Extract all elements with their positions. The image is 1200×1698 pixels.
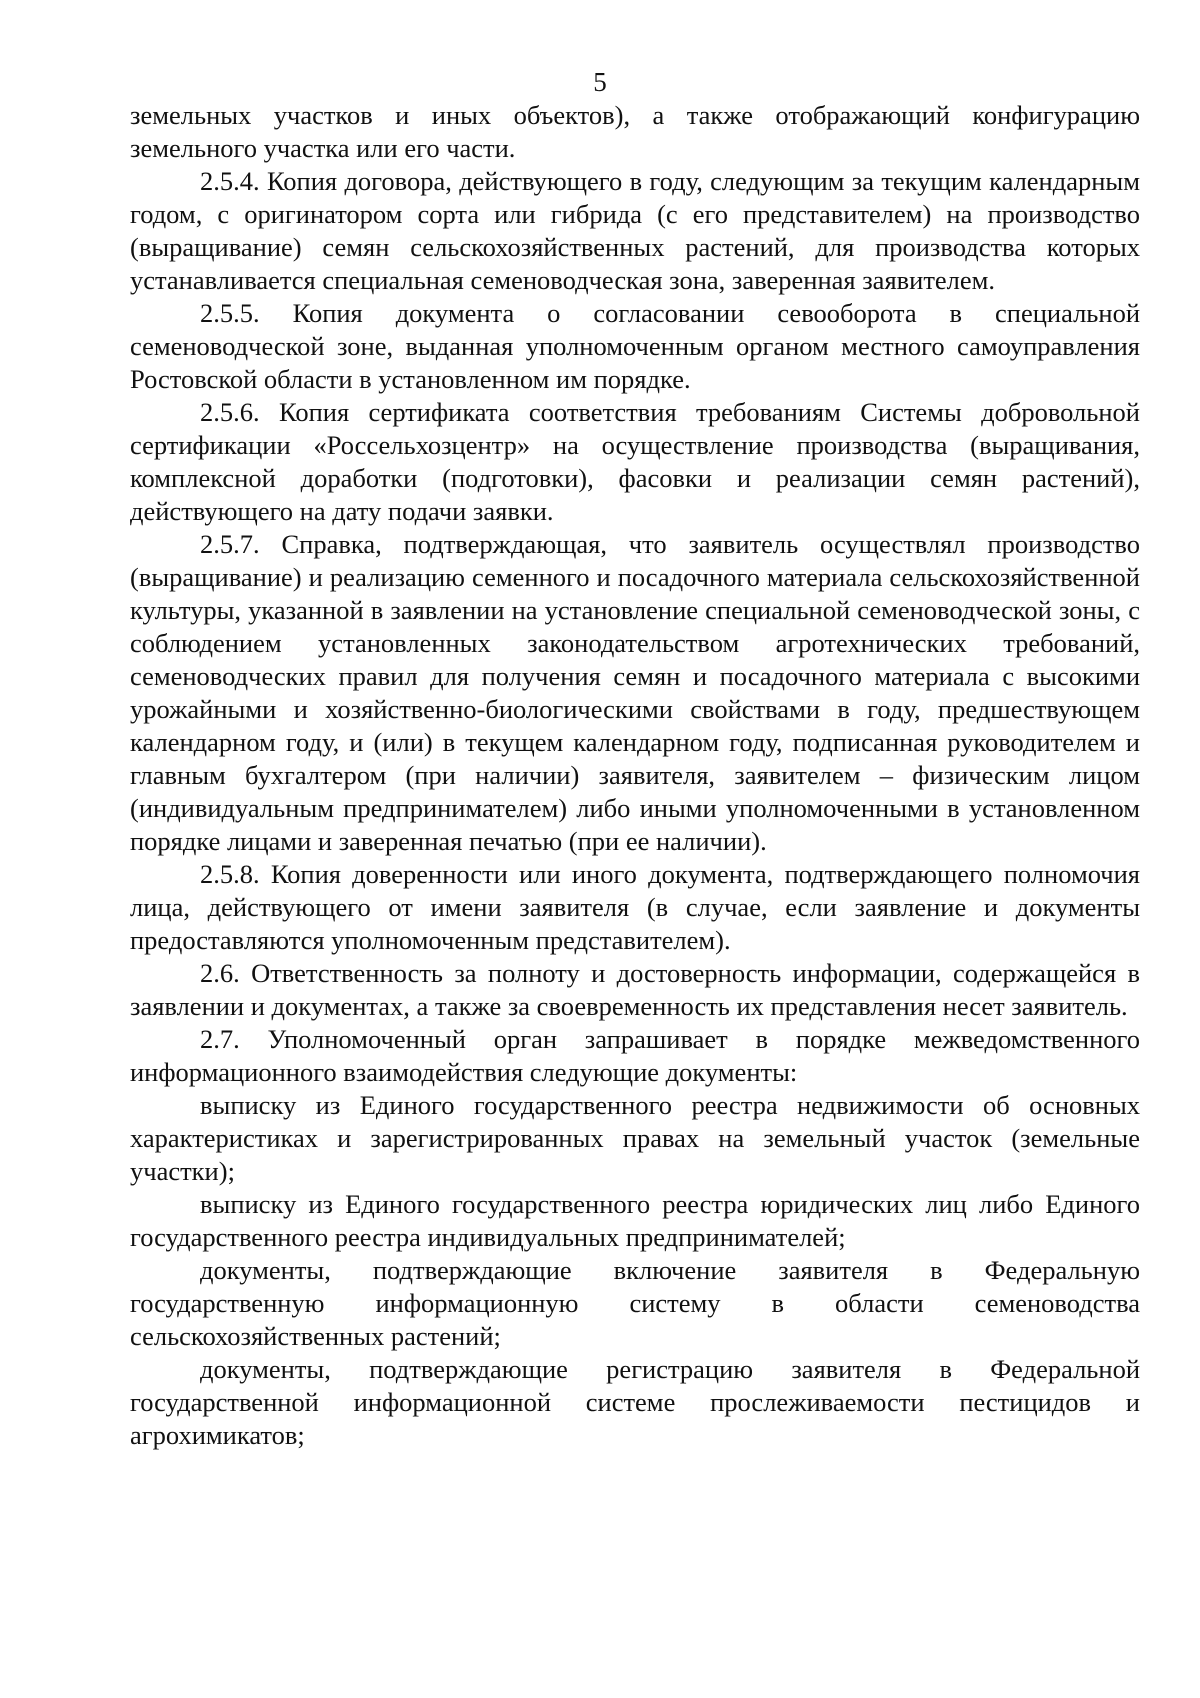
paragraph: земельных участков и иных объектов), а также отображающий конфигурацию земельного участка или его части. [130, 100, 1140, 163]
paragraph: 2.5.7. Справка, подтверждающая, что заявитель осуществлял производство (выращивание) и реализацию семенного и посадочного материала сельскохозяйственной культуры, указанной в заявлении на установление специальной семеноводческой зоны, с соблюдением установленных законодательством агротехнических требований, семеноводческих правил для получения семян и посадочного материала с высокими урожайными и хозяйственно-биологическими свойствами в году, предшествующем календарном году, и (или) в текущем календарном году, подписанная руководителем и главным бухгалтером (при наличии) заявителя, заявителем – физическим лицом (индивидуальным предпринимателем) либо иными уполномоченными в установленном порядке лицами и заверенная печатью (при ее наличии). [130, 529, 1140, 856]
paragraph: 2.5.5. Копия документа о согласовании севооборота в специальной семеноводческой зоне, выданная уполномоченным органом местного самоуправления Ростовской области в установленном им порядке. [130, 298, 1140, 394]
paragraph: 2.7. Уполномоченный орган запрашивает в порядке межведомственного информационного взаимодействия следующие документы: [130, 1024, 1140, 1087]
paragraph: 2.5.4. Копия договора, действующего в году, следующим за текущим календарным годом, с оригинатором сорта или гибрида (с его представителем) на производство (выращивание) семян сельскохозяйственных растений, для производства которых устанавливается специальная семеноводческая зона, заверенная заявителем. [130, 166, 1140, 295]
paragraph: выписку из Единого государственного реестра недвижимости об основных характеристиках и зарегистрированных правах на земельный участок (земельные участки); [130, 1090, 1140, 1186]
paragraph: 2.6. Ответственность за полноту и достоверность информации, содержащейся в заявлении и документах, а также за своевременность их представления несет заявитель. [130, 958, 1140, 1021]
paragraph: документы, подтверждающие регистрацию заявителя в Федеральной государственной информационной системе прослеживаемости пестицидов и агрохимикатов; [130, 1354, 1140, 1450]
paragraph: документы, подтверждающие включение заявителя в Федеральную государственную информационную систему в области семеноводства сельскохозяйственных растений; [130, 1255, 1140, 1351]
page-number: 5 [593, 67, 607, 97]
document-body [130, 99, 1140, 1452]
paragraph: 2.5.8. Копия доверенности или иного документа, подтверждающего полномочия лица, действующего от имени заявителя (в случае, если заявление и документы предоставляются уполномоченным представителем). [130, 859, 1140, 955]
paragraph: выписку из Единого государственного реестра юридических лиц либо Единого государственного реестра индивидуальных предпринимателей; [130, 1189, 1140, 1252]
paragraph: 2.5.6. Копия сертификата соответствия требованиям Системы добровольной сертификации «Россельхозцентр» на осуществление производства (выращивания, комплексной доработки (подготовки), фасовки и реализации семян растений), действующего на дату подачи заявки. [130, 397, 1140, 526]
